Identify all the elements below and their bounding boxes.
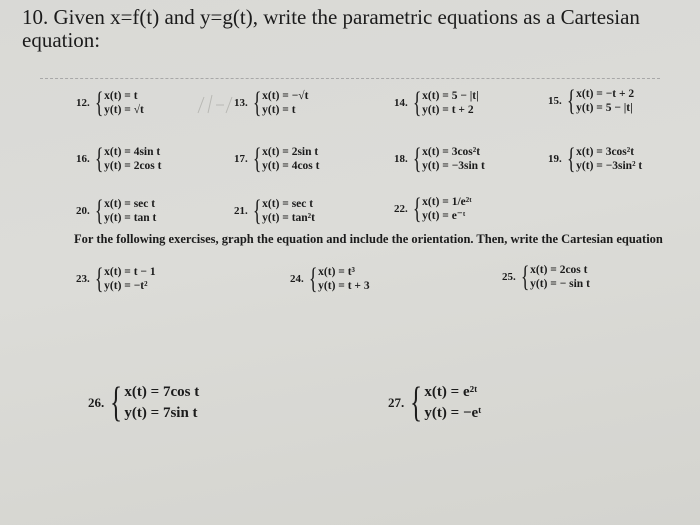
exercise-22 bbox=[394, 194, 472, 224]
exercise-number: 26. bbox=[88, 395, 105, 410]
exercise-24 bbox=[290, 264, 370, 294]
exercise-23 bbox=[76, 264, 156, 294]
y-equation: y(t) = −eᵗ bbox=[424, 405, 482, 421]
exercise-15 bbox=[548, 86, 634, 116]
brace: { bbox=[252, 142, 262, 175]
y-equation: y(t) = −t² bbox=[104, 280, 148, 292]
brace: { bbox=[94, 194, 104, 227]
x-equation: x(t) = t bbox=[104, 90, 138, 102]
exercise-25 bbox=[502, 262, 590, 292]
exercise-number: 21. bbox=[234, 205, 248, 217]
x-equation: x(t) = t³ bbox=[318, 266, 355, 278]
brace: { bbox=[252, 86, 262, 119]
x-equation: x(t) = 2cos t bbox=[530, 264, 588, 276]
exercise-number: 20. bbox=[76, 205, 90, 217]
x-equation: x(t) = 3cos²t bbox=[576, 146, 635, 158]
exercise-21 bbox=[234, 196, 315, 226]
brace: { bbox=[110, 380, 123, 426]
x-equation: x(t) = 1/e²ᵗ bbox=[422, 196, 472, 208]
y-equation: y(t) = − sin t bbox=[530, 278, 590, 290]
exercise-16 bbox=[76, 144, 161, 174]
brace: { bbox=[252, 194, 262, 227]
brace: { bbox=[410, 380, 423, 426]
instruction-text: For the following exercises, graph the equation and include the orientation. Then, write the Cartesian equation bbox=[74, 232, 663, 246]
x-equation: x(t) = 5 − |t| bbox=[422, 90, 479, 102]
exercise-number: 25. bbox=[502, 271, 516, 283]
x-equation: x(t) = 3cos²t bbox=[422, 146, 481, 158]
brace: { bbox=[566, 84, 576, 117]
exercise-13 bbox=[234, 88, 308, 118]
header-line-1: 10. Given x=f(t) and y=g(t), write the parametric equations as a Cartesian bbox=[22, 5, 640, 29]
x-equation: x(t) = 7cos t bbox=[124, 384, 200, 400]
exercise-number: 27. bbox=[388, 395, 405, 410]
y-equation: y(t) = e⁻ᵗ bbox=[422, 210, 466, 222]
brace: { bbox=[412, 192, 422, 225]
y-equation: y(t) = tan²t bbox=[262, 212, 315, 224]
y-equation: y(t) = −3sin t bbox=[422, 160, 485, 172]
exercise-number: 19. bbox=[548, 153, 562, 165]
brace: { bbox=[520, 260, 530, 293]
y-equation: y(t) = 4cos t bbox=[262, 160, 320, 172]
exercise-number: 12. bbox=[76, 97, 90, 109]
exercise-12 bbox=[76, 88, 144, 118]
x-equation: x(t) = −t + 2 bbox=[576, 88, 635, 100]
exercise-20 bbox=[76, 196, 156, 226]
exercise-26 bbox=[88, 382, 199, 424]
x-equation: x(t) = −√t bbox=[262, 90, 309, 102]
problem-header bbox=[22, 6, 682, 52]
header-line-2: equation: bbox=[22, 28, 101, 52]
exercise-number: 14. bbox=[394, 97, 408, 109]
exercise-number: 16. bbox=[76, 153, 90, 165]
pencil-sketch bbox=[196, 93, 236, 115]
dashed-divider bbox=[40, 78, 660, 79]
y-equation: y(t) = 2cos t bbox=[104, 160, 162, 172]
brace: { bbox=[308, 262, 318, 295]
y-equation: y(t) = t + 2 bbox=[422, 104, 474, 116]
exercise-number: 13. bbox=[234, 97, 248, 109]
exercise-18 bbox=[394, 144, 485, 174]
brace: { bbox=[566, 142, 576, 175]
exercise-number: 23. bbox=[76, 273, 90, 285]
exercise-number: 18. bbox=[394, 153, 408, 165]
y-equation: y(t) = 5 − |t| bbox=[576, 102, 633, 114]
exercise-number: 22. bbox=[394, 203, 408, 215]
exercise-number: 24. bbox=[290, 273, 304, 285]
exercise-27 bbox=[388, 382, 481, 424]
y-equation: y(t) = √t bbox=[104, 104, 144, 116]
brace: { bbox=[412, 86, 422, 119]
exercise-number: 17. bbox=[234, 153, 248, 165]
x-equation: x(t) = e²ᵗ bbox=[424, 384, 478, 400]
x-equation: x(t) = 2sin t bbox=[262, 146, 319, 158]
x-equation: x(t) = 4sin t bbox=[104, 146, 161, 158]
y-equation: y(t) = 7sin t bbox=[124, 405, 198, 421]
x-equation: x(t) = t − 1 bbox=[104, 266, 156, 278]
brace: { bbox=[412, 142, 422, 175]
exercise-number: 15. bbox=[548, 95, 562, 107]
exercise-19 bbox=[548, 144, 642, 174]
y-equation: y(t) = t bbox=[262, 104, 296, 116]
x-equation: x(t) = sec t bbox=[262, 198, 314, 210]
y-equation: y(t) = tan t bbox=[104, 212, 157, 224]
brace: { bbox=[94, 86, 104, 119]
exercise-17 bbox=[234, 144, 319, 174]
x-equation: x(t) = sec t bbox=[104, 198, 156, 210]
brace: { bbox=[94, 262, 104, 295]
y-equation: y(t) = −3sin² t bbox=[576, 160, 643, 172]
brace: { bbox=[94, 142, 104, 175]
exercise-14 bbox=[394, 88, 479, 118]
y-equation: y(t) = t + 3 bbox=[318, 280, 370, 292]
